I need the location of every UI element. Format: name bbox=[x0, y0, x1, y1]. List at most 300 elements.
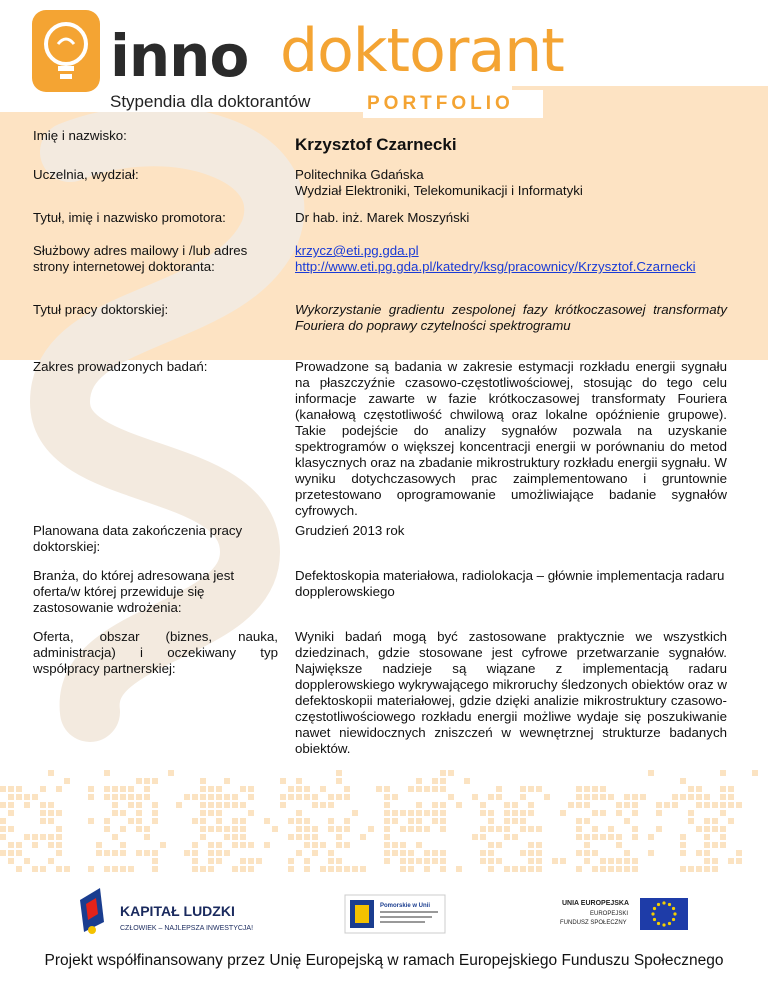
pattern-pixel bbox=[88, 866, 94, 872]
pattern-pixel bbox=[288, 858, 294, 864]
pattern-pixel bbox=[576, 866, 582, 872]
pattern-pixel bbox=[680, 842, 686, 848]
pattern-pixel bbox=[408, 858, 414, 864]
pattern-pixel bbox=[576, 786, 582, 792]
pattern-pixel bbox=[528, 810, 534, 816]
pattern-pixel bbox=[304, 842, 310, 848]
pattern-pixel bbox=[304, 834, 310, 840]
pattern-pixel bbox=[528, 826, 534, 832]
pattern-pixel bbox=[312, 834, 318, 840]
pattern-pixel bbox=[64, 866, 70, 872]
pattern-pixel bbox=[16, 866, 22, 872]
pattern-pixel bbox=[720, 786, 726, 792]
pattern-pixel bbox=[392, 794, 398, 800]
pattern-pixel bbox=[592, 826, 598, 832]
pattern-pixel bbox=[720, 802, 726, 808]
pattern-pixel bbox=[608, 866, 614, 872]
kl-title: KAPITAŁ LUDZKI bbox=[120, 903, 235, 919]
pattern-pixel bbox=[48, 770, 54, 776]
pattern-pixel bbox=[736, 802, 742, 808]
pattern-pixel bbox=[352, 810, 358, 816]
pattern-pixel bbox=[120, 842, 126, 848]
pattern-pixel bbox=[560, 810, 566, 816]
pattern-pixel bbox=[328, 850, 334, 856]
eu-star bbox=[673, 912, 676, 915]
pattern-pixel bbox=[704, 858, 710, 864]
pattern-pixel bbox=[96, 842, 102, 848]
pattern-pixel bbox=[240, 834, 246, 840]
pattern-pixel bbox=[104, 818, 110, 824]
pattern-pixel bbox=[616, 810, 622, 816]
pattern-pixel bbox=[656, 810, 662, 816]
pattern-pixel bbox=[344, 826, 350, 832]
thesis-value: Wykorzystanie gradientu zespolonej fazy krótkoczasowej transformaty Fouriera do poprawy czytelności spektrogramu bbox=[295, 302, 727, 333]
eu-star bbox=[653, 918, 656, 921]
pattern-pixel bbox=[248, 842, 254, 848]
pattern-pixel bbox=[608, 834, 614, 840]
pattern-pixel bbox=[496, 842, 502, 848]
pattern-pixel bbox=[240, 842, 246, 848]
pattern-pixel bbox=[216, 810, 222, 816]
pattern-pixel bbox=[136, 794, 142, 800]
pattern-pixel bbox=[560, 858, 566, 864]
pattern-pixel bbox=[312, 842, 318, 848]
pattern-pixel bbox=[432, 802, 438, 808]
pattern-pixel bbox=[192, 866, 198, 872]
pattern-pixel bbox=[120, 810, 126, 816]
pattern-pixel bbox=[8, 802, 14, 808]
header-accent-strip bbox=[512, 86, 768, 112]
pattern-pixel bbox=[592, 850, 598, 856]
pattern-pixel bbox=[696, 794, 702, 800]
pattern-pixel bbox=[440, 802, 446, 808]
date-label: Planowana data zakończenia pracy doktorskiej: bbox=[33, 523, 243, 554]
pattern-pixel bbox=[232, 866, 238, 872]
contact-email-link[interactable]: krzycz@eti.pg.gda.pl bbox=[295, 243, 419, 258]
pattern-pixel bbox=[400, 826, 406, 832]
scope-label: Zakres prowadzonych badań: bbox=[33, 359, 208, 374]
pattern-pixel bbox=[200, 834, 206, 840]
supervisor-value: Dr hab. inż. Marek Moszyński bbox=[295, 210, 470, 225]
pattern-pixel bbox=[328, 794, 334, 800]
pattern-pixel bbox=[616, 858, 622, 864]
pattern-pixel bbox=[400, 858, 406, 864]
pattern-pixel bbox=[440, 778, 446, 784]
pattern-pixel bbox=[616, 802, 622, 808]
name-value: Krzysztof Czarnecki bbox=[295, 135, 457, 154]
pattern-pixel bbox=[152, 850, 158, 856]
pattern-pixel bbox=[0, 826, 6, 832]
pattern-pixel bbox=[480, 850, 486, 856]
pattern-pixel bbox=[328, 802, 334, 808]
pattern-pixel bbox=[88, 794, 94, 800]
pattern-pixel bbox=[224, 802, 230, 808]
pattern-pixel bbox=[576, 834, 582, 840]
pattern-pixel bbox=[480, 834, 486, 840]
pattern-pixel bbox=[144, 850, 150, 856]
pattern-pixel bbox=[208, 810, 214, 816]
pattern-pixel bbox=[488, 794, 494, 800]
pattern-pixel bbox=[232, 794, 238, 800]
pattern-pixel bbox=[504, 866, 510, 872]
pattern-pixel bbox=[408, 826, 414, 832]
pattern-pixel bbox=[728, 818, 734, 824]
pattern-pixel bbox=[392, 850, 398, 856]
pattern-pixel bbox=[480, 826, 486, 832]
pattern-pixel bbox=[688, 818, 694, 824]
pattern-pixel bbox=[440, 786, 446, 792]
pattern-pixel bbox=[592, 834, 598, 840]
pattern-pixel bbox=[304, 786, 310, 792]
pattern-pixel bbox=[216, 850, 222, 856]
pattern-pixel bbox=[632, 866, 638, 872]
pattern-pixel bbox=[40, 866, 46, 872]
pattern-pixel bbox=[296, 818, 302, 824]
pattern-pixel bbox=[432, 850, 438, 856]
pattern-pixel bbox=[248, 786, 254, 792]
pattern-pixel bbox=[400, 810, 406, 816]
pattern-pixel bbox=[688, 786, 694, 792]
pattern-pixel bbox=[440, 850, 446, 856]
pattern-pixel bbox=[584, 834, 590, 840]
pattern-pixel bbox=[200, 818, 206, 824]
pattern-pixel bbox=[304, 826, 310, 832]
pom-title: Pomorskie w Unii bbox=[380, 903, 431, 909]
pattern-pixel bbox=[616, 834, 622, 840]
pattern-pixel bbox=[208, 858, 214, 864]
pattern-pixel bbox=[48, 810, 54, 816]
pattern-pixel bbox=[128, 794, 134, 800]
pattern-pixel bbox=[424, 850, 430, 856]
pattern-pixel bbox=[680, 778, 686, 784]
pattern-pixel bbox=[392, 842, 398, 848]
pattern-pixel bbox=[720, 842, 726, 848]
pattern-pixel bbox=[632, 858, 638, 864]
pattern-pixel bbox=[504, 826, 510, 832]
pattern-pixel bbox=[696, 850, 702, 856]
pattern-pixel bbox=[712, 842, 718, 848]
kapital-ludzki-logo bbox=[80, 888, 253, 934]
pattern-pixel bbox=[432, 778, 438, 784]
pattern-pixel bbox=[328, 818, 334, 824]
pattern-pixel bbox=[248, 866, 254, 872]
pattern-pixel bbox=[336, 826, 342, 832]
pattern-pixel bbox=[488, 818, 494, 824]
pattern-pixel bbox=[104, 786, 110, 792]
pattern-pixel bbox=[424, 810, 430, 816]
eu-logo bbox=[560, 898, 688, 930]
university-value bbox=[295, 167, 727, 199]
pattern-pixel bbox=[272, 826, 278, 832]
kl-subtitle: CZŁOWIEK – NAJLEPSZA INWESTYCJA! bbox=[120, 925, 254, 932]
pattern-pixel bbox=[576, 826, 582, 832]
pattern-pixel bbox=[8, 850, 14, 856]
pattern-pixel bbox=[408, 866, 414, 872]
pattern-pixel bbox=[56, 834, 62, 840]
pattern-pixel bbox=[608, 826, 614, 832]
pattern-pixel bbox=[208, 802, 214, 808]
pattern-pixel bbox=[152, 858, 158, 864]
pattern-pixel bbox=[344, 842, 350, 848]
industry-label: Branża, do której adresowana jest oferta/w której przewiduje się zastosowanie wdrożenia: bbox=[33, 568, 235, 615]
pattern-pixel bbox=[184, 794, 190, 800]
pattern-pixel bbox=[152, 778, 158, 784]
pattern-pixel bbox=[648, 834, 654, 840]
pattern-pixel bbox=[624, 802, 630, 808]
eu-star bbox=[657, 922, 660, 925]
pattern-pixel bbox=[152, 818, 158, 824]
pattern-pixel bbox=[208, 842, 214, 848]
pattern-pixel bbox=[448, 794, 454, 800]
pattern-pixel bbox=[720, 826, 726, 832]
pattern-pixel bbox=[16, 850, 22, 856]
pattern-pixel bbox=[712, 802, 718, 808]
pattern-pixel bbox=[400, 850, 406, 856]
pattern-pixel bbox=[104, 794, 110, 800]
pattern-pixel bbox=[32, 794, 38, 800]
pattern-pixel bbox=[320, 802, 326, 808]
pattern-pixel bbox=[40, 810, 46, 816]
pattern-pixel bbox=[704, 866, 710, 872]
pattern-pixel bbox=[0, 850, 6, 856]
contact-url-link[interactable]: http://www.eti.pg.gda.pl/katedry/ksg/pracownicy/Krzysztof.Czarnecki bbox=[295, 259, 696, 274]
pattern-pixel bbox=[520, 810, 526, 816]
pattern-pixel bbox=[600, 786, 606, 792]
pattern-pixel bbox=[312, 826, 318, 832]
pattern-pixel bbox=[440, 826, 446, 832]
pattern-pixel bbox=[576, 850, 582, 856]
pattern-pixel bbox=[136, 850, 142, 856]
pattern-pixel bbox=[384, 826, 390, 832]
pattern-pixel bbox=[536, 866, 542, 872]
pattern-pixel bbox=[304, 794, 310, 800]
pattern-pixel bbox=[48, 802, 54, 808]
pattern-pixel bbox=[504, 810, 510, 816]
pattern-pixel bbox=[296, 810, 302, 816]
pattern-pixel bbox=[152, 802, 158, 808]
pattern-pixel bbox=[568, 802, 574, 808]
pattern-pixel bbox=[688, 866, 694, 872]
pattern-pixel bbox=[24, 794, 30, 800]
pattern-pixel bbox=[352, 866, 358, 872]
pattern-pixel bbox=[584, 858, 590, 864]
pattern-pixel bbox=[296, 786, 302, 792]
pattern-pixel bbox=[320, 842, 326, 848]
pattern-pixel bbox=[672, 794, 678, 800]
eu-star bbox=[653, 907, 656, 910]
pattern-pixel bbox=[496, 826, 502, 832]
pattern-pixel bbox=[112, 786, 118, 792]
pattern-pixel bbox=[712, 818, 718, 824]
offer-value: Wyniki badań mogą być zastosowane praktycznie we wszystkich dziedzinach, gdzie stosowane jest cyfrowe przetwarzanie sygnałów. Największe nadzieje są wiązane z implementacją radaru dopplerowskiego wykrywającego mikroruchy śledzonych obiektów oraz w defektoskopii materiałowej, gdzie dzięki analizie mikrostruktury czasowo-częstotliwościowego rozkładu energii możliwe wydaje się poszukiwanie nawet niewidocznych zniszczeń w wewnętrznej strukturze badanych obiektów. bbox=[295, 629, 727, 756]
pattern-pixel bbox=[704, 826, 710, 832]
pattern-pixel bbox=[40, 818, 46, 824]
pattern-pixel bbox=[216, 802, 222, 808]
pattern-pixel bbox=[216, 794, 222, 800]
pattern-pixel bbox=[288, 818, 294, 824]
pattern-pixel bbox=[304, 858, 310, 864]
pattern-pixel bbox=[0, 786, 6, 792]
pattern-pixel bbox=[400, 842, 406, 848]
pattern-pixel bbox=[288, 786, 294, 792]
eu-line2: EUROPEJSKI bbox=[590, 911, 629, 917]
pattern-pixel bbox=[520, 794, 526, 800]
pattern-pixel bbox=[216, 842, 222, 848]
pattern-pixel bbox=[112, 866, 118, 872]
pattern-pixel bbox=[488, 826, 494, 832]
pattern-pixel bbox=[384, 858, 390, 864]
pattern-pixel bbox=[416, 786, 422, 792]
pattern-pixel bbox=[552, 858, 558, 864]
pattern-pixel bbox=[528, 842, 534, 848]
pattern-pixel bbox=[696, 826, 702, 832]
pattern-pixel bbox=[224, 850, 230, 856]
pattern-pixel bbox=[592, 786, 598, 792]
pattern-pixel bbox=[24, 858, 30, 864]
pattern-pixel bbox=[512, 802, 518, 808]
pattern-pixel bbox=[624, 818, 630, 824]
eu-star bbox=[672, 907, 675, 910]
pattern-pixel bbox=[416, 778, 422, 784]
pattern-pixel bbox=[680, 850, 686, 856]
pattern-pixel bbox=[8, 794, 14, 800]
pattern-pixel bbox=[208, 850, 214, 856]
pattern-pixel bbox=[112, 834, 118, 840]
pattern-pixel bbox=[368, 826, 374, 832]
pattern-pixel bbox=[728, 802, 734, 808]
pattern-pixel bbox=[624, 866, 630, 872]
pattern-pixel bbox=[136, 802, 142, 808]
pattern-pixel bbox=[704, 802, 710, 808]
pattern-pixel bbox=[240, 866, 246, 872]
pattern-pixel bbox=[328, 866, 334, 872]
pattern-pixel bbox=[224, 826, 230, 832]
pattern-pixel bbox=[496, 794, 502, 800]
pattern-pixel bbox=[40, 834, 46, 840]
pattern-pixel bbox=[16, 794, 22, 800]
pattern-pixel bbox=[184, 850, 190, 856]
pattern-pixel bbox=[696, 802, 702, 808]
pattern-pixel bbox=[104, 850, 110, 856]
university-line1: Politechnika Gdańska bbox=[295, 167, 424, 182]
pattern-pixel bbox=[48, 818, 54, 824]
pattern-pixel bbox=[320, 866, 326, 872]
pattern-pixel bbox=[296, 826, 302, 832]
pattern-pixel bbox=[592, 794, 598, 800]
pattern-pixel bbox=[344, 786, 350, 792]
pattern-pixel bbox=[608, 794, 614, 800]
pattern-pixel bbox=[248, 858, 254, 864]
date-value: Grudzień 2013 rok bbox=[295, 523, 405, 538]
pattern-pixel bbox=[712, 858, 718, 864]
pattern-pixel bbox=[704, 818, 710, 824]
pattern-pixel bbox=[240, 802, 246, 808]
pattern-pixel bbox=[440, 810, 446, 816]
pattern-pixel bbox=[408, 850, 414, 856]
pattern-pixel bbox=[680, 866, 686, 872]
pattern-pixel bbox=[128, 786, 134, 792]
pattern-pixel bbox=[208, 826, 214, 832]
supervisor-label: Tytuł, imię i nazwisko promotora: bbox=[33, 210, 226, 225]
pattern-pixel bbox=[632, 802, 638, 808]
pattern-pixel bbox=[496, 786, 502, 792]
pattern-pixel bbox=[104, 826, 110, 832]
pattern-pixel bbox=[440, 866, 446, 872]
pattern-pixel bbox=[416, 818, 422, 824]
pattern-pixel bbox=[520, 866, 526, 872]
pattern-pixel bbox=[64, 778, 70, 784]
pattern-pixel bbox=[736, 850, 742, 856]
pattern-pixel bbox=[0, 818, 6, 824]
pattern-pixel bbox=[192, 850, 198, 856]
pattern-pixel bbox=[408, 810, 414, 816]
pattern-pixel bbox=[320, 786, 326, 792]
eu-star bbox=[668, 903, 671, 906]
pattern-pixel bbox=[720, 770, 726, 776]
pattern-pixel bbox=[48, 834, 54, 840]
pattern-pixel bbox=[472, 834, 478, 840]
pattern-pixel bbox=[584, 842, 590, 848]
pattern-pixel bbox=[360, 834, 366, 840]
pattern-pixel bbox=[720, 810, 726, 816]
pattern-pixel bbox=[480, 810, 486, 816]
pattern-pixel bbox=[512, 818, 518, 824]
pattern-pixel bbox=[584, 850, 590, 856]
pattern-pixel bbox=[240, 818, 246, 824]
pattern-pixel bbox=[232, 818, 238, 824]
pattern-pixel bbox=[576, 802, 582, 808]
pattern-pixel bbox=[424, 866, 430, 872]
pattern-pixel bbox=[336, 778, 342, 784]
pattern-pixel bbox=[600, 810, 606, 816]
pattern-pixel bbox=[328, 826, 334, 832]
pattern-pixel bbox=[304, 818, 310, 824]
pattern-pixel bbox=[280, 778, 286, 784]
pattern-pixel bbox=[16, 786, 22, 792]
pattern-pixel bbox=[624, 794, 630, 800]
pattern-pixel bbox=[296, 834, 302, 840]
pattern-pixel bbox=[96, 850, 102, 856]
pattern-pixel bbox=[0, 802, 6, 808]
pattern-pixel bbox=[584, 818, 590, 824]
pattern-pixel bbox=[616, 842, 622, 848]
pattern-pixel bbox=[504, 818, 510, 824]
pattern-pixel bbox=[16, 842, 22, 848]
pattern-pixel bbox=[504, 834, 510, 840]
pattern-pixel bbox=[528, 786, 534, 792]
pattern-pixel bbox=[288, 834, 294, 840]
offer-label: Oferta, obszar (biznes, nauka, administracja) i oczekiwany typ współpracy partnerskiej: bbox=[33, 629, 278, 676]
pattern-pixel bbox=[56, 786, 62, 792]
pattern-pixel bbox=[336, 866, 342, 872]
pattern-pixel bbox=[416, 810, 422, 816]
pattern-pixel bbox=[432, 858, 438, 864]
thesis-label: Tytuł pracy doktorskiej: bbox=[33, 302, 169, 317]
pattern-pixel bbox=[416, 802, 422, 808]
eu-star bbox=[668, 922, 671, 925]
pattern-pixel bbox=[296, 794, 302, 800]
pattern-pixel bbox=[192, 858, 198, 864]
scope-value: Prowadzone są badania w zakresie estymacji rozkładu energii sygnału na płaszczyźnie czasowo-częstotliwościowej, stosując do tego celu informacje zawarte w fazie krótkoczasowej transformaty Fouriera (kanałową częstotliwość chwilową oraz lokalne opóźnienie grupowe). Takie podejście do analizy sygnałów pozwala na uzyskanie spektrogramów o większej koncentracji energii w porównaniu do metod klasycznych oraz na zbadanie mikrostruktury rozkładu energii sygnału. W wyniku dotychczasowych prac zaimplementowano i gruntownie przetestowano oprogramowanie umożliwiające badanie sygnałów cyfrowych. bbox=[295, 359, 727, 518]
pattern-pixel bbox=[432, 786, 438, 792]
pattern-pixel bbox=[8, 842, 14, 848]
pattern-pixel bbox=[8, 810, 14, 816]
pattern-pixel bbox=[488, 842, 494, 848]
pattern-pixel bbox=[328, 858, 334, 864]
pomorskie-logo bbox=[345, 895, 445, 933]
pattern-pixel bbox=[712, 826, 718, 832]
pattern-pixel bbox=[152, 810, 158, 816]
